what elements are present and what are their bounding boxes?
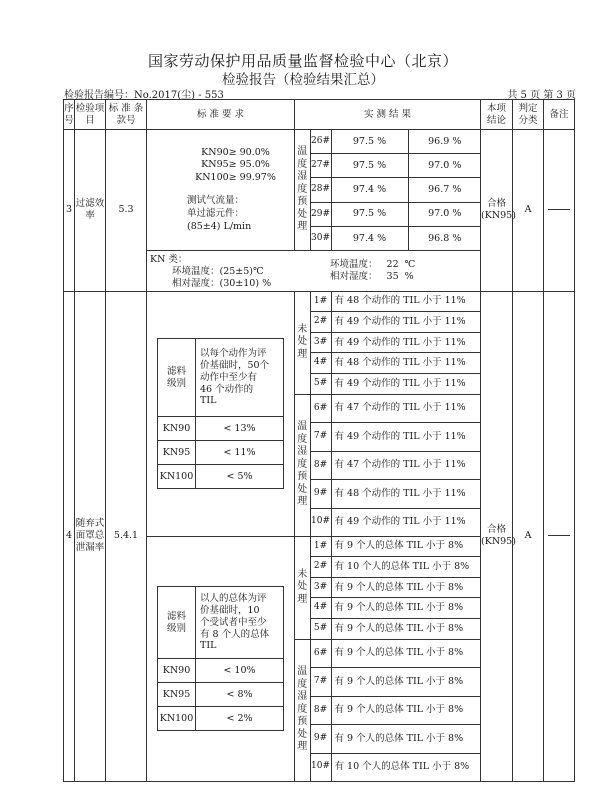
sample-id: 8#	[310, 451, 331, 479]
sample-id: 29#	[310, 202, 331, 226]
til-result: 有 49 个动作的 TIL 小于 11%	[331, 373, 480, 394]
sample-id: 1#	[310, 292, 331, 312]
cond-treated: 温度湿度预处理	[297, 421, 308, 508]
til-result: 有 9 个人的总体 TIL 小于 8%	[331, 668, 480, 696]
til-result: 有 47 个动作的 TIL 小于 11%	[331, 394, 480, 422]
col-grade: 判定 分类	[513, 100, 544, 130]
col-item: 检验项目	[75, 100, 106, 130]
result-b: 97.0 %	[408, 153, 481, 177]
result-a: 97.4 %	[331, 178, 408, 202]
flow-line: (85±4) L/min	[187, 220, 252, 232]
sample-id: 4#	[310, 353, 331, 374]
sample-id: 10#	[310, 508, 331, 536]
dash-mark	[548, 209, 570, 210]
til-result: 有 9 个人的总体 TIL 小于 8%	[331, 577, 480, 598]
row4-item: 随弃式面罩总泄漏率	[75, 291, 106, 781]
result-a: 97.4 %	[331, 226, 408, 250]
sample-id: 27#	[310, 153, 331, 177]
table-row	[64, 291, 575, 536]
limit: < 8%	[196, 683, 284, 707]
sample-id: 2#	[310, 556, 331, 577]
req-line: KN90≥ 90.0%	[201, 146, 270, 158]
til-result: 有 49 个动作的 TIL 小于 11%	[331, 423, 480, 451]
row3-conclusion: 合格 (KN95)	[481, 130, 513, 292]
sample-id: 2#	[310, 311, 331, 332]
til-result: 有 10 个人的总体 TIL 小于 8%	[331, 556, 480, 577]
row3-clause: 5.3	[106, 130, 147, 292]
kn-label: KN 类：	[150, 254, 188, 265]
report-title: 国家劳动保护用品质量监督检验中心（北京）	[147, 52, 458, 70]
row4-clause: 5.4.1	[106, 291, 147, 781]
grade: KN100	[158, 465, 196, 489]
row4-seq: 4	[64, 291, 75, 781]
row4-req-b	[147, 536, 295, 781]
row3-grade: A	[513, 130, 544, 292]
row3-env	[147, 251, 481, 292]
sample-id: 10#	[310, 753, 331, 781]
row4-grade: A	[513, 291, 544, 781]
req-line: KN95≥ 95.0%	[201, 159, 270, 171]
grade: KN95	[158, 683, 196, 707]
sample-id: 3#	[310, 577, 331, 598]
req-line: KN100≥ 99.97%	[195, 172, 276, 184]
col-remark: 备注	[544, 100, 575, 130]
til-result: 有 47 个动作的 TIL 小于 11%	[331, 451, 480, 479]
result-b: 96.9 %	[408, 130, 481, 153]
til-result: 有 10 个人的总体 TIL 小于 8%	[331, 753, 480, 781]
limit: < 10%	[196, 659, 284, 683]
limit: < 11%	[196, 441, 284, 465]
cond-treated: 温度湿度预处理	[297, 666, 308, 753]
til-result: 有 48 个动作的 TIL 小于 11%	[331, 480, 480, 508]
col-result: 实 测 结 果	[295, 100, 481, 130]
sample-id: 4#	[310, 598, 331, 619]
til-person-table	[157, 586, 284, 731]
sample-id: 7#	[310, 668, 331, 696]
report-subtitle: 检验报告（检验结果汇总）	[222, 72, 384, 88]
til-result: 有 9 个人的总体 TIL 小于 8%	[331, 639, 480, 667]
sample-id: 3#	[310, 332, 331, 353]
dash-mark	[548, 535, 570, 536]
grade: KN100	[158, 707, 196, 731]
results-table	[63, 99, 575, 782]
report-number: 检验报告编号：No.2017(尘) - 553	[64, 90, 224, 101]
flow-line: 测试气流量：	[187, 195, 245, 206]
limit: < 5%	[196, 465, 284, 489]
header-row	[64, 100, 575, 130]
sample-id: 5#	[310, 373, 331, 394]
row4-results-b	[295, 536, 481, 781]
table-row	[64, 130, 575, 251]
sample-id: 26#	[310, 130, 331, 153]
flow-line: 单过滤元件：	[187, 207, 245, 219]
grade: KN90	[158, 417, 196, 441]
til-action-table	[157, 338, 284, 489]
result-a: 97.5 %	[331, 130, 408, 153]
grade-header: 滤料级别	[158, 339, 196, 417]
row3-seq: 3	[64, 130, 75, 292]
sample-id: 9#	[310, 480, 331, 508]
til-result: 有 49 个动作的 TIL 小于 11%	[331, 311, 480, 332]
sample-id: 9#	[310, 725, 331, 753]
row3-results	[295, 130, 481, 251]
cond-untreated: 未处理	[297, 568, 308, 605]
grade: KN95	[158, 441, 196, 465]
row4-req-a	[147, 291, 295, 536]
sample-id: 8#	[310, 696, 331, 724]
col-conclusion: 本项 结论	[481, 100, 513, 130]
sample-id: 1#	[310, 537, 331, 557]
row4-results-a	[295, 291, 481, 536]
criterion-header: 以每个动作为评价基础时，50个动作中至少有 46 个动作的 TIL	[196, 339, 284, 417]
row3-requirement	[147, 130, 295, 251]
cond-label: 温度湿度预处理	[297, 146, 308, 233]
sample-id: 5#	[310, 618, 331, 639]
limit: < 2%	[196, 707, 284, 731]
row4-conclusion: 合格 (KN95)	[481, 291, 513, 781]
row3-remark	[544, 130, 575, 292]
til-result: 有 48 个动作的 TIL 小于 11%	[331, 292, 480, 312]
row3-item: 过滤效率	[75, 130, 106, 292]
result-b: 97.0 %	[408, 202, 481, 226]
env-rh: 相对湿度： 35 %	[330, 271, 414, 283]
sample-id: 7#	[310, 423, 331, 451]
cond-untreated: 未处理	[297, 323, 308, 360]
page-info: 共 5 页 第 3 页	[507, 90, 576, 101]
grade-header: 滤料级别	[158, 587, 196, 659]
env-temp: 环境温度： 22 ℃	[330, 259, 416, 270]
til-result: 有 9 个人的总体 TIL 小于 8%	[331, 696, 480, 724]
sample-id: 30#	[310, 226, 331, 250]
col-requirement: 标 准 要 求	[147, 100, 295, 130]
row4-remark	[544, 291, 575, 781]
grade: KN90	[158, 659, 196, 683]
sample-id: 6#	[310, 394, 331, 422]
til-result: 有 49 个动作的 TIL 小于 11%	[331, 508, 480, 536]
criterion-header: 以人的总体为评价基础时，10 个受试者中至少有 8 个人的总体 TIL	[196, 587, 284, 659]
til-result: 有 9 个人的总体 TIL 小于 8%	[331, 725, 480, 753]
til-result: 有 9 个人的总体 TIL 小于 8%	[331, 537, 480, 557]
col-clause: 标 准 条款号	[106, 100, 147, 130]
til-result: 有 9 个人的总体 TIL 小于 8%	[331, 618, 480, 639]
env-rh-req: 相对湿度：(30±10) %	[172, 278, 272, 290]
til-result: 有 9 个人的总体 TIL 小于 8%	[331, 598, 480, 619]
til-result: 有 49 个动作的 TIL 小于 11%	[331, 332, 480, 353]
sample-id: 28#	[310, 178, 331, 202]
sample-id: 6#	[310, 639, 331, 667]
env-temp-req: 环境温度：(25±5)℃	[172, 265, 264, 277]
result-a: 97.5 %	[331, 153, 408, 177]
result-b: 96.8 %	[408, 226, 481, 250]
result-b: 96.7 %	[408, 178, 481, 202]
til-result: 有 48 个动作的 TIL 小于 11%	[331, 353, 480, 374]
result-a: 97.5 %	[331, 202, 408, 226]
limit: < 13%	[196, 417, 284, 441]
col-seq: 序号	[64, 100, 75, 130]
